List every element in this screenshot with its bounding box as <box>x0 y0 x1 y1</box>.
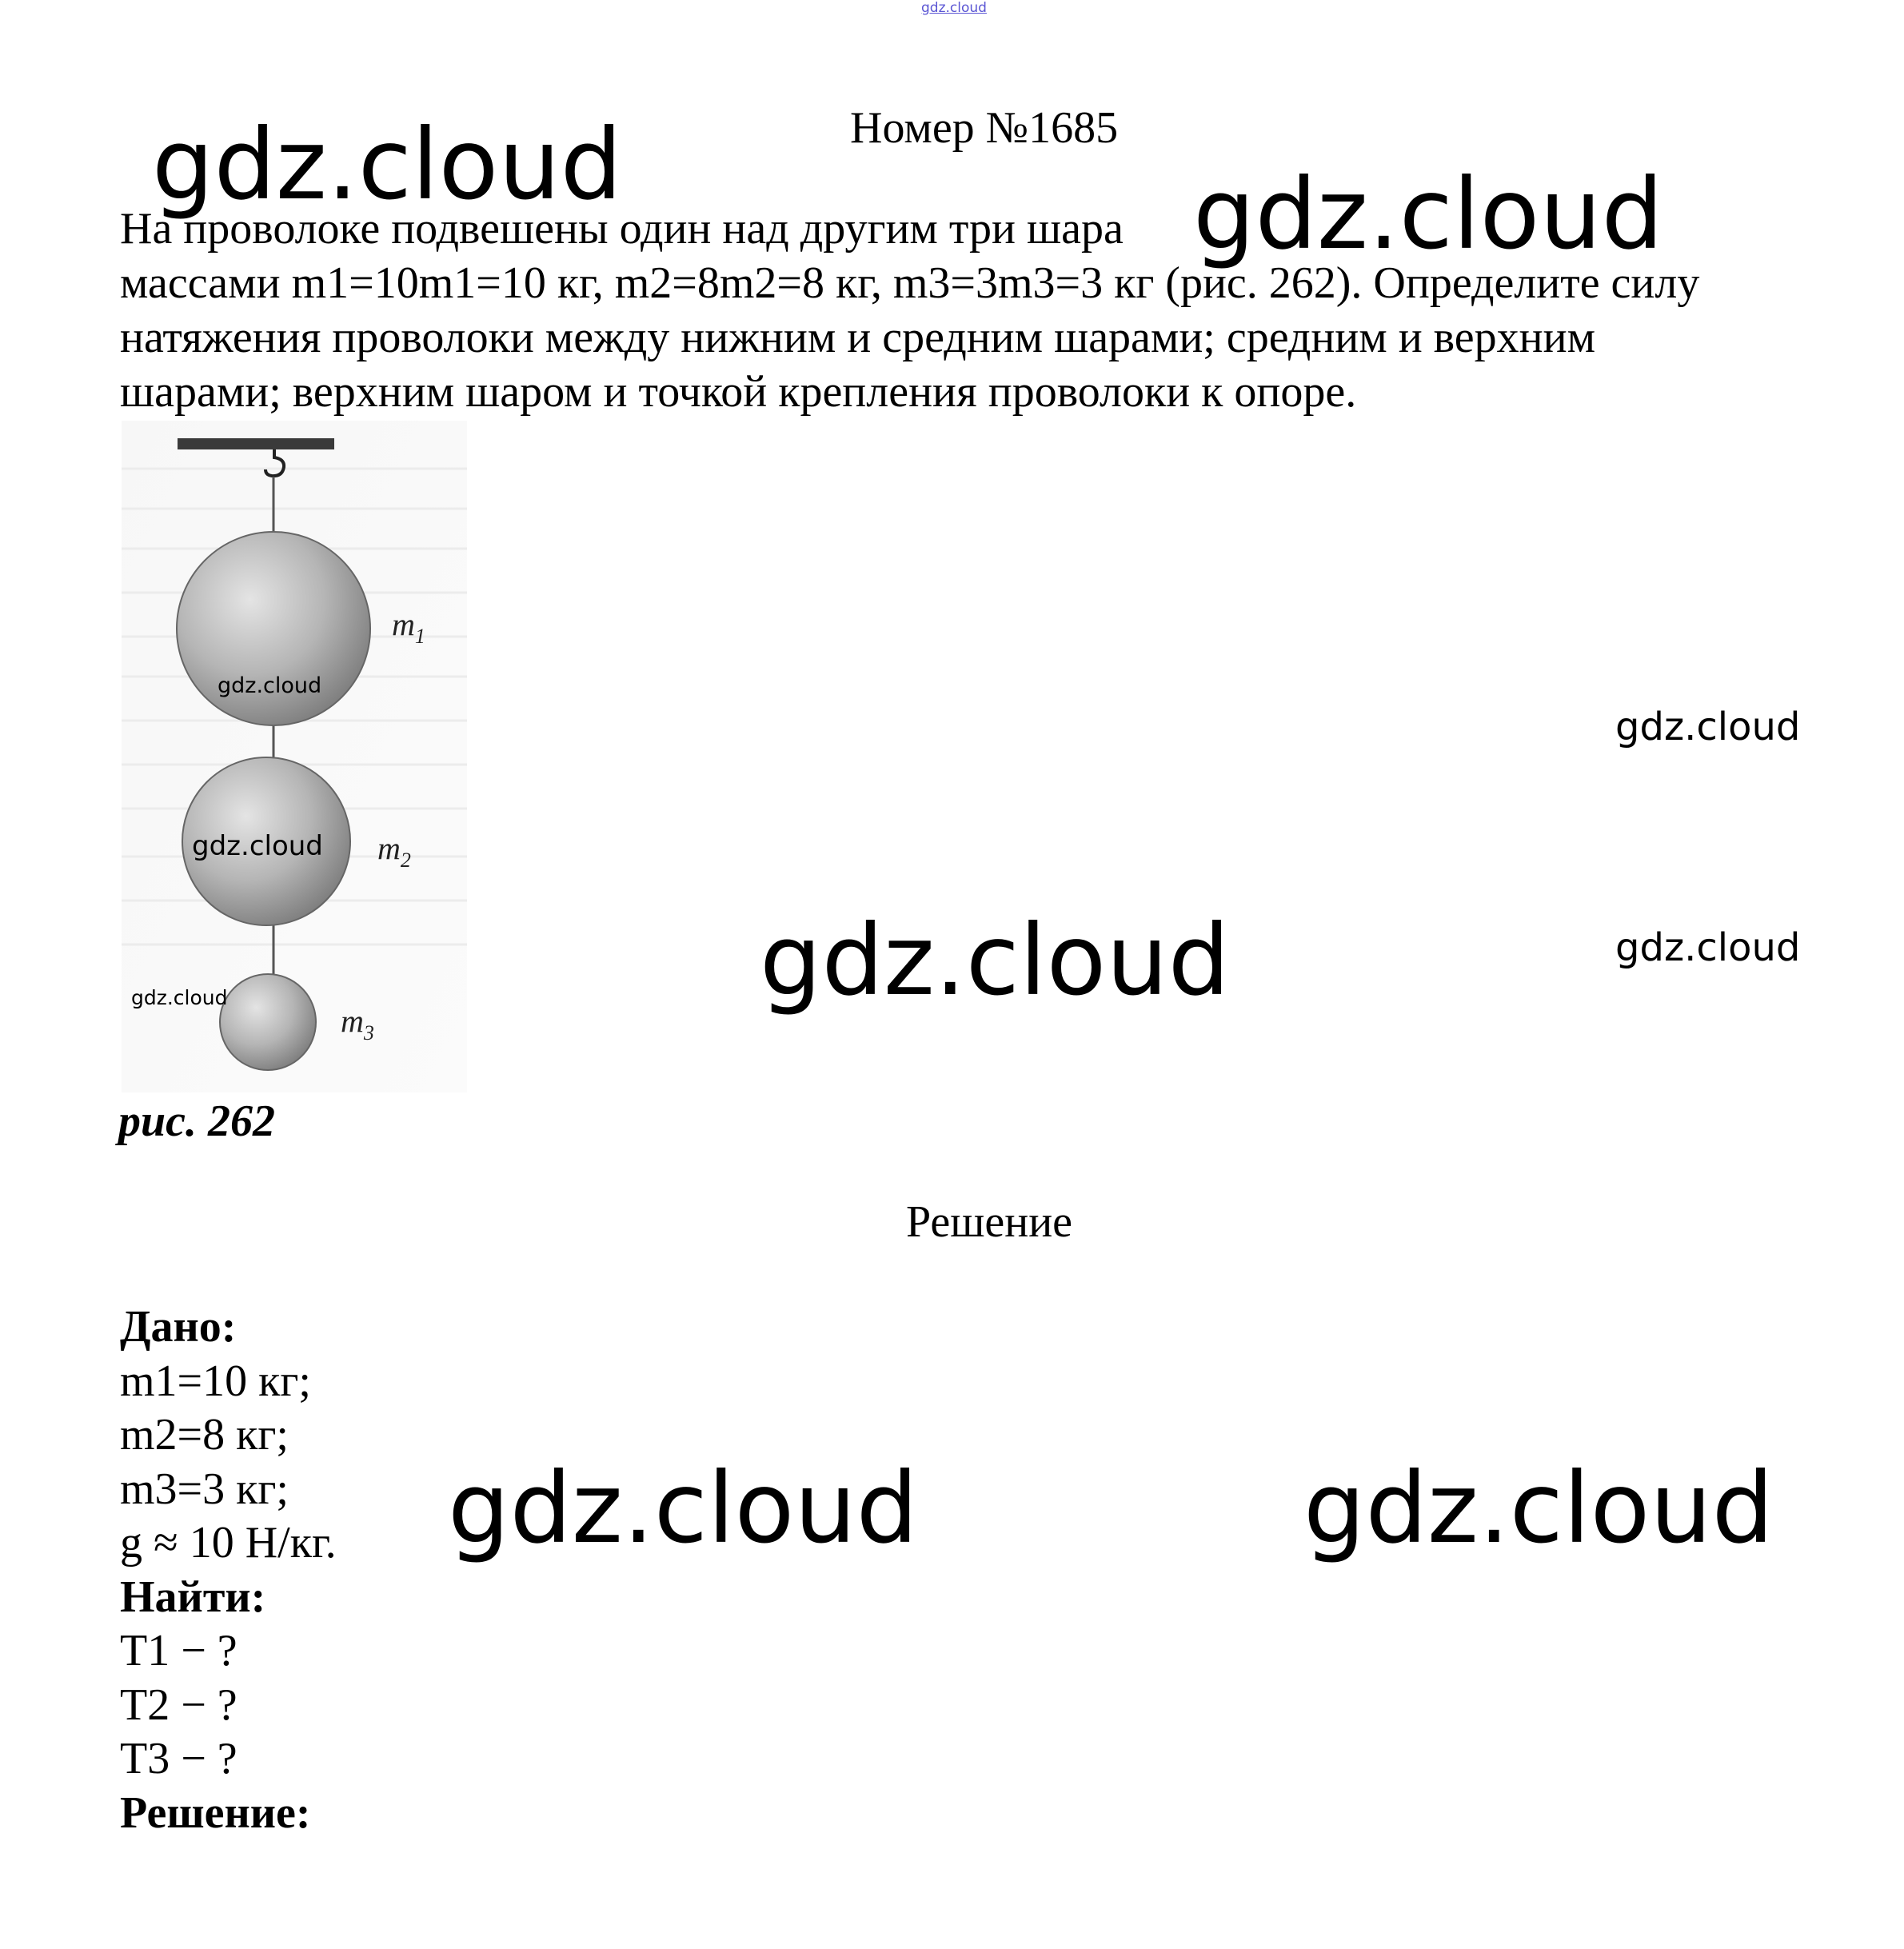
given-block <box>120 1300 337 1840</box>
find-item: T2 − ? <box>120 1679 238 1730</box>
ball-m3 <box>220 974 316 1070</box>
site-mark-link[interactable]: gdz.cloud <box>921 0 987 16</box>
label-m1: $m_1$ <box>392 606 425 648</box>
watermark: gdz.cloud <box>1193 158 1664 271</box>
problem-line: шарами; верхним шаром и точкой крепления проволоки к опоре. <box>120 367 1357 417</box>
watermark: gdz.cloud <box>192 830 323 862</box>
problem-line: массами m1=10m1=10 кг, m2=8m2=8 кг, m3=3m3=3 кг (рис. 262). Определите силу <box>120 258 1700 308</box>
given-item: g ≈ 10 Н/кг. <box>120 1518 337 1568</box>
given-item: m3=3 кг; <box>120 1464 289 1514</box>
watermark: gdz.cloud <box>1303 1452 1774 1565</box>
problem-line: На проволоке подвешены один над другим три шара <box>120 204 1124 254</box>
figure-caption: рис. 262 <box>118 1096 275 1146</box>
watermark: gdz.cloud <box>1615 705 1801 749</box>
page-title: Номер №1685 <box>850 103 1119 153</box>
watermark: gdz.cloud <box>152 108 623 222</box>
given-item: m1=10 кг; <box>120 1356 311 1406</box>
find-item: T3 − ? <box>120 1734 238 1783</box>
watermark: gdz.cloud <box>760 904 1231 1017</box>
find-item: T1 − ? <box>120 1626 238 1675</box>
watermark: gdz.cloud <box>131 986 228 1009</box>
solution-title: Решение: <box>120 1787 311 1838</box>
watermark: gdz.cloud <box>218 673 322 698</box>
label-m3: $m_3$ <box>341 1003 374 1044</box>
watermark: gdz.cloud <box>448 1452 919 1565</box>
support-bar <box>178 438 334 449</box>
watermark: gdz.cloud <box>1615 925 1801 970</box>
solution-heading: Решение <box>906 1197 1073 1247</box>
label-m2: $m_2$ <box>377 830 411 872</box>
given-item: m2=8 кг; <box>120 1410 289 1460</box>
given-title: Дано: <box>120 1302 237 1352</box>
problem-line: натяжения проволоки между нижним и средним шарами; средним и верхним <box>120 313 1596 362</box>
find-title: Найти: <box>120 1572 266 1622</box>
